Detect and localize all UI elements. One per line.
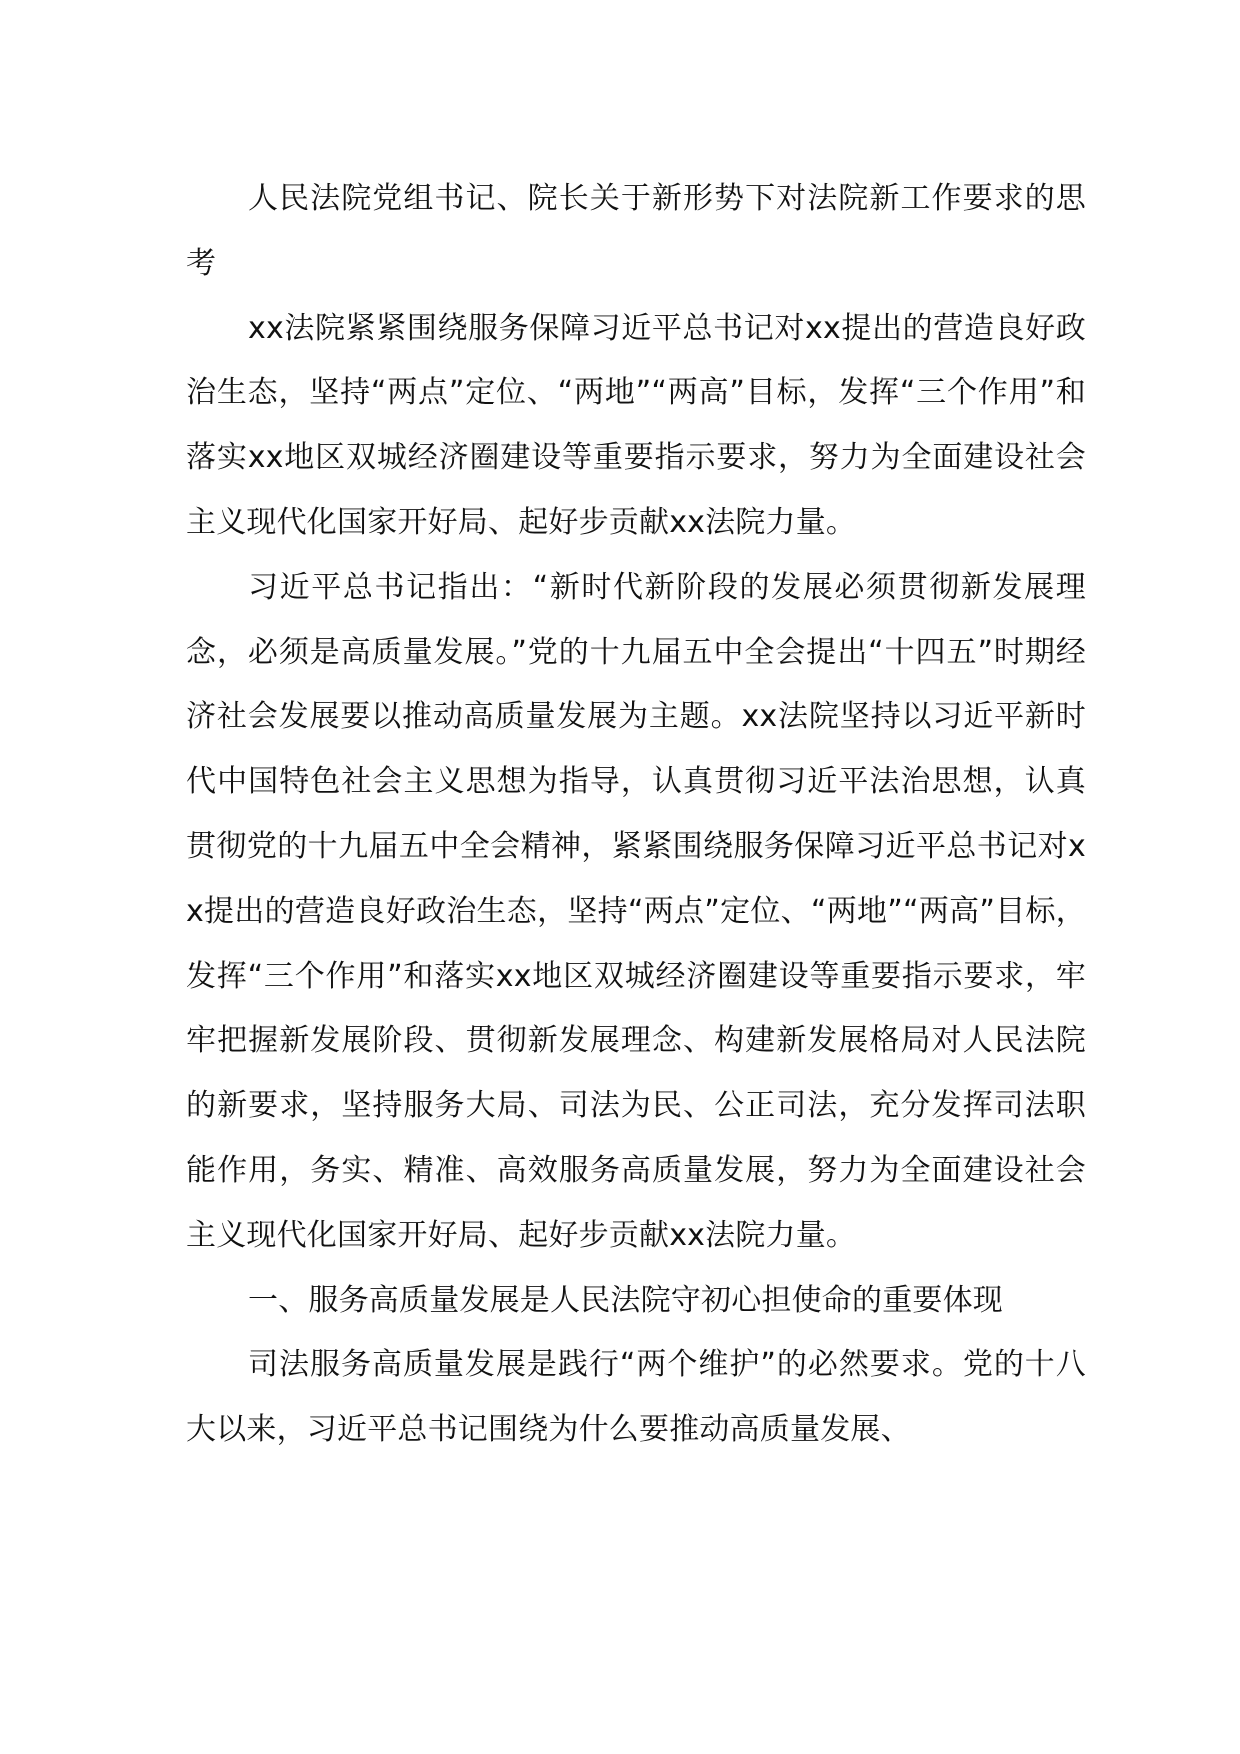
paragraph-main: 习近平总书记指出：“新时代新阶段的发展必须贯彻新发展理念，必须是高质量发展。”党的十九届五中全会提出“十四五”时期经济社会发展要以推动高质量发展为主题。xx法院坚持以习近平新时代中国特色社会主义思想为指导，认真贯彻习近平法治思想，认真贯彻党的十九届五中全会精神，紧紧围绕服务保障习近平总书记对xx提出的营造良好政治生态，坚持“两点”定位、“两地”“两高”目标，发挥“三个作用”和落实xx地区双城经济圈建设等重要指示要求，牢牢把握新发展阶段、贯彻新发展理念、构建新发展格局对人民法院的新要求，坚持服务大局、司法为民、公正司法，充分发挥司法职能作用，务实、精准、高效服务高质量发展，努力为全面建设社会主义现代化国家开好局、起好步贡献xx法院力量。 (186, 569, 1086, 1253)
document-body (186, 167, 1086, 1463)
section-heading: 一、服务高质量发展是人民法院守初心担使命的重要体现 (248, 1282, 1003, 1318)
section-paragraph: 司法服务高质量发展是践行“两个维护”的必然要求。党的十八大以来，习近平总书记围绕为什么要推动高质量发展、 (186, 1347, 1086, 1448)
document-title: 人民法院党组书记、院长关于新形势下对法院新工作要求的思考 (186, 181, 1086, 281)
paragraph-intro: xx法院紧紧围绕服务保障习近平总书记对xx提出的营造良好政治生态，坚持“两点”定位、“两地”“两高”目标，发挥“三个作用”和落实xx地区双城经济圈建设等重要指示要求，努力为全面建设社会主义现代化国家开好局、起好步贡献xx法院力量。 (186, 310, 1086, 540)
